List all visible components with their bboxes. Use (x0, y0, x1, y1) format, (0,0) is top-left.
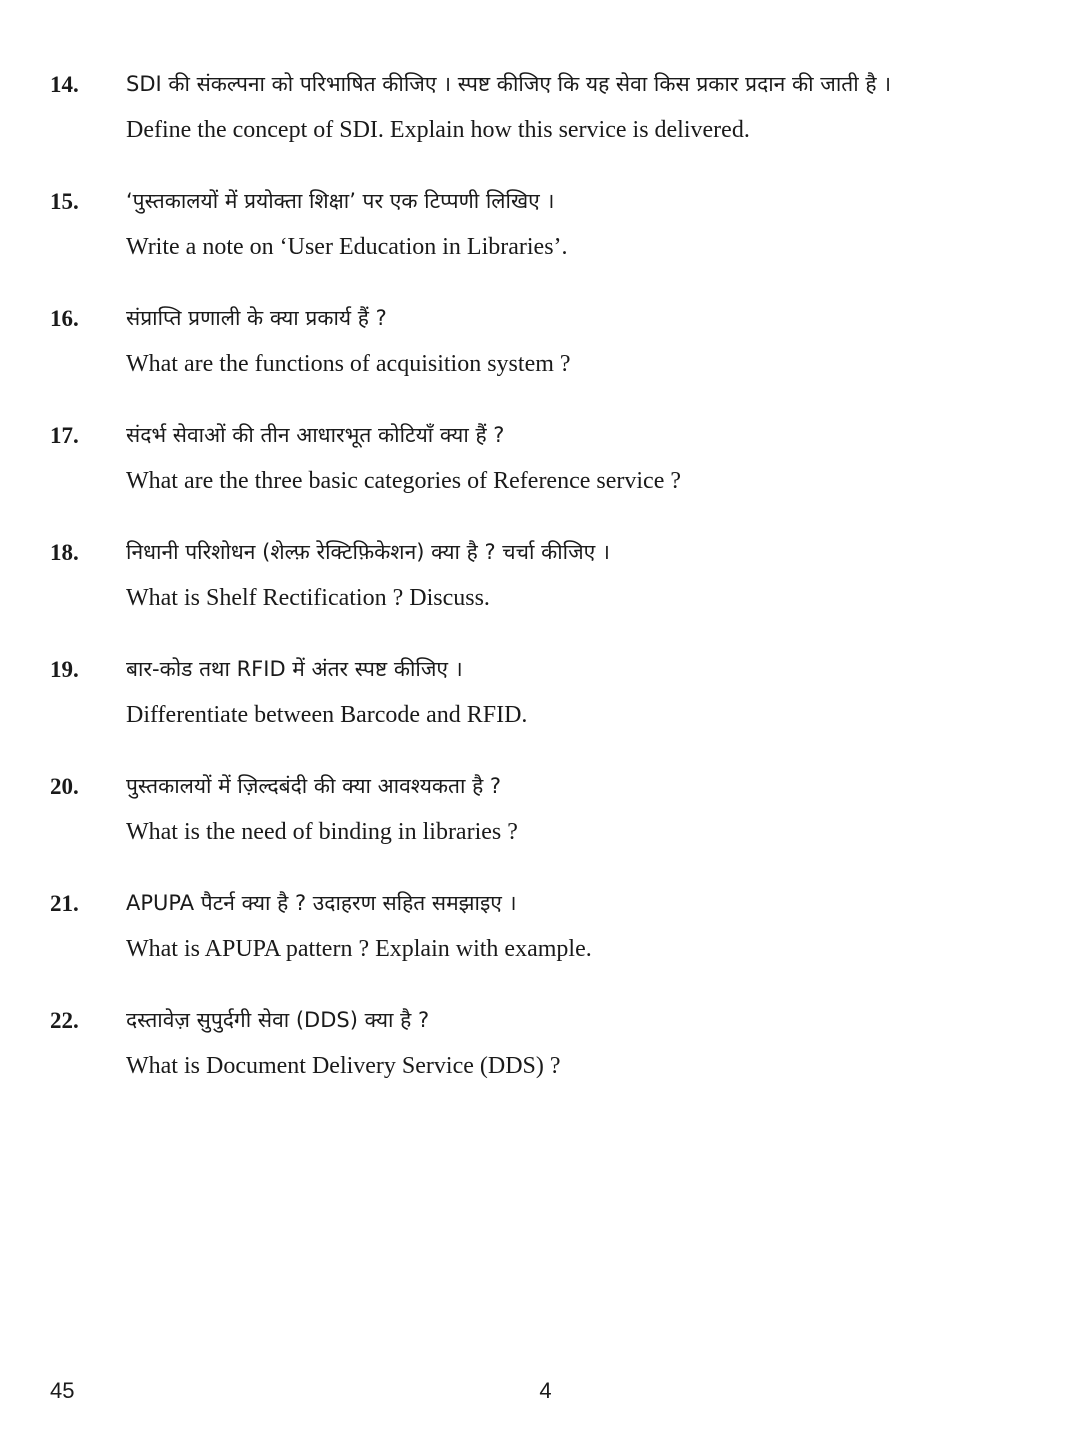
question-text-hindi: बार-कोड तथा RFID में अंतर स्पष्ट कीजिए । (126, 657, 463, 681)
question-text-hindi: APUPA पैटर्न क्या है ? उदाहरण सहित समझाइए । (126, 891, 517, 915)
question-22 (50, 998, 1010, 1084)
question-body (126, 764, 1010, 850)
question-number: 15. (50, 189, 79, 214)
question-body (126, 413, 1010, 499)
question-number: 18. (50, 540, 79, 565)
question-text-english: What is APUPA pattern ? Explain with example. (126, 936, 592, 962)
question-text-hindi: संप्राप्ति प्रणाली के क्या प्रकार्य हैं ? (126, 306, 387, 330)
question-text-hindi: पुस्तकालयों में ज़िल्दबंदी की क्या आवश्यकता है ? (126, 774, 502, 798)
question-text-english: What is Shelf Rectification ? Discuss. (126, 585, 490, 611)
question-number: 22. (50, 1008, 79, 1033)
question-text-hindi: SDI की संकल्पना को परिभाषित कीजिए । स्पष्ट कीजिए कि यह सेवा किस प्रकार प्रदान की जाती है । (126, 72, 892, 96)
question-20 (50, 764, 1010, 850)
question-19 (50, 647, 1010, 733)
question-body (126, 881, 1010, 967)
question-16 (50, 296, 1010, 382)
question-text-english: What are the functions of acquisition system ? (126, 351, 571, 377)
question-text-hindi: ‘पुस्तकालयों में प्रयोक्ता शिक्षा’ पर एक टिप्पणी लिखिए । (126, 189, 555, 213)
paper-code: 45 (50, 1378, 75, 1403)
question-body (126, 179, 1010, 265)
question-list (50, 62, 1010, 1115)
question-number: 17. (50, 423, 79, 448)
question-body (126, 62, 1010, 148)
question-text-english: Define the concept of SDI. Explain how this service is delivered. (126, 117, 750, 143)
question-body (126, 998, 1010, 1084)
question-number: 16. (50, 306, 79, 331)
page-number: 4 (539, 1378, 552, 1403)
question-text-english: What is Document Delivery Service (DDS) ? (126, 1053, 561, 1079)
question-text-english: Write a note on ‘User Education in Libraries’. (126, 234, 568, 260)
question-text-hindi: दस्तावेज़ सुपुर्दगी सेवा (DDS) क्या है ? (126, 1008, 430, 1032)
question-18 (50, 530, 1010, 616)
question-17 (50, 413, 1010, 499)
question-text-hindi: संदर्भ सेवाओं की तीन आधारभूत कोटियाँ क्या हैं ? (126, 423, 505, 447)
question-text-english: What are the three basic categories of Reference service ? (126, 468, 681, 494)
question-body (126, 647, 1010, 733)
question-14 (50, 62, 1010, 148)
question-text-english: What is the need of binding in libraries ? (126, 819, 518, 845)
question-21 (50, 881, 1010, 967)
question-number: 20. (50, 774, 79, 799)
question-number: 14. (50, 72, 79, 97)
question-text-english: Differentiate between Barcode and RFID. (126, 702, 528, 728)
question-number: 19. (50, 657, 79, 682)
question-number: 21. (50, 891, 79, 916)
question-text-hindi: निधानी परिशोधन (शेल्फ़ रेक्टिफ़िकेशन) क्या है ? चर्चा कीजिए । (126, 540, 610, 564)
question-body (126, 296, 1010, 382)
question-body (126, 530, 1010, 616)
question-15 (50, 179, 1010, 265)
